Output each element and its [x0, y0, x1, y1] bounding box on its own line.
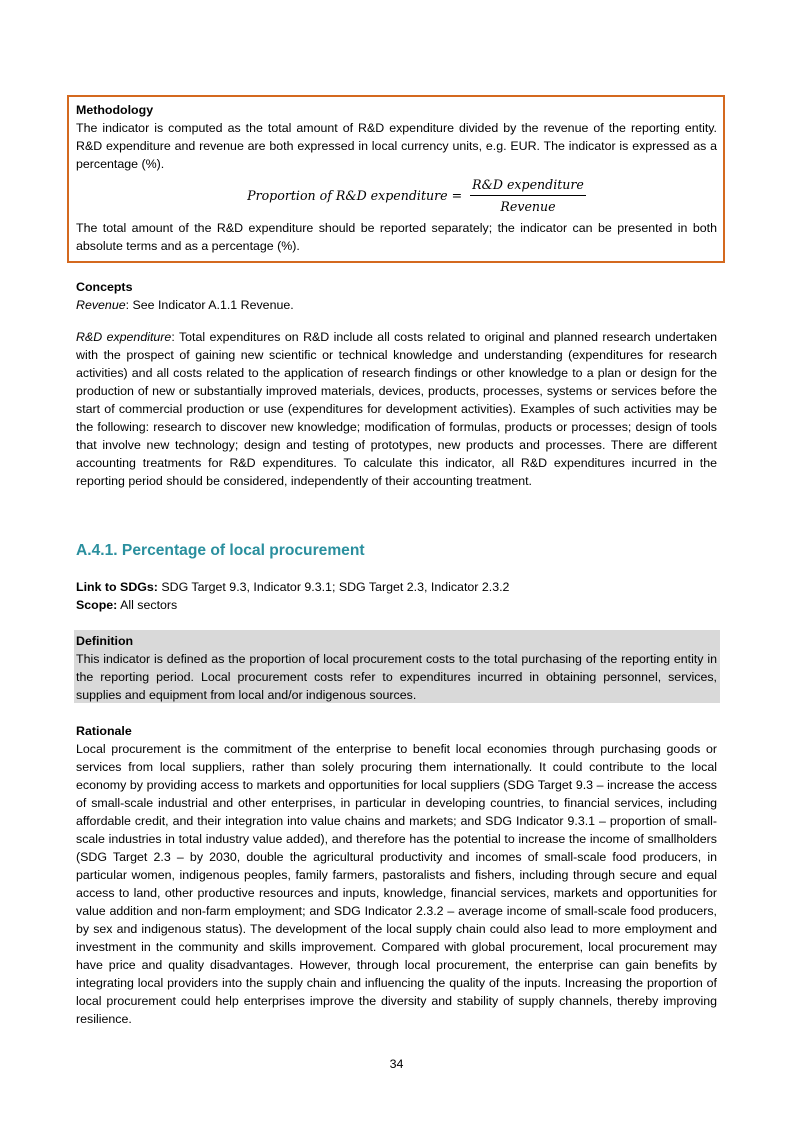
revenue-text: : See Indicator A.1.1 Revenue. [125, 298, 294, 312]
rationale-text: Local procurement is the commitment of the enterprise to benefit local economies through purchasing goods or services from local suppliers, rather than solely procuring them internationally. It could contribute to the local economy by providing access to markets and opportunities for local suppliers (SDG Target 9.3 – increase the access of small-scale industrial and other enterprises, in particular in developing countries, to financial services, including affordable credit, and their integration into value chains and markets; and SDG Indicator 9.3.1 – proportion of small-scale industries in total industry value added), and therefore has the potential to increase the income of smallholders (SDG Target 2.3 – by 2030, double the agricultural productivity and incomes of small-scale food producers, in particular women, indigenous peoples, family farmers, pastoralists and fishers, including through secure and equal access to land, other productive resources and inputs, knowledge, financial services, markets and opportunities for value addition and non-farm employment; and SDG Indicator 2.3.2 – average income of small-scale food producers, by sex and indigenous status). The development of the local supply chain could also lead to more employment and investment in the community and skills improvement. Compared with global procurement, local procurement may have price and quality disadvantages. However, through local procurement, the enterprise can gain benefits by integrating local providers into the supply chain and influencing the quality of the inputs. Increasing the proportion of local procurement could help enterprises improve the diversity and stability of supply channels, thereby improving resilience. [76, 742, 717, 1026]
concepts-heading: Concepts [76, 280, 133, 294]
formula-denominator: Revenue [500, 199, 556, 214]
concepts-rd-paragraph [76, 328, 717, 490]
formula-numerator: R&D expenditure [470, 177, 586, 196]
methodology-paragraph-1: The indicator is computed as the total amount of R&D expenditure divided by the revenue of the reporting entity. R&D expenditure and revenue are both expressed in local currency units, e.g. EUR. The indicator is expressed as a percentage (%). [76, 121, 717, 171]
scope [76, 596, 717, 614]
definition-text: This indicator is defined as the proportion of local procurement costs to the total purchasing of the reporting entity in the reporting period. Local procurement costs refer to expenditures incurred in obtaining personnel, services, supplies and equipment from local and/or indigenous sources. [76, 652, 717, 702]
rationale-heading: Rationale [76, 724, 132, 738]
definition-box [74, 630, 720, 703]
rd-text: : Total expenditures on R&D include all costs related to original and planned research undertaken with the prospect of gaining new scientific or technical knowledge and understanding (expenditures for research activities) and all costs related to the application of research findings or other knowledge to a plan or design for the production of new or substantially improved materials, devices, products, processes, systems or services before the start of commercial production or use (expenditures for development activities). Examples of such activities may be the following: research to discover new knowledge; modification of formulas, products or processes; design of tools that involve new technology; design and testing of prototypes, new products and processes. There are different accounting treatments for R&D expenditures. To calculate this indicator, all R&D expenditures incurred in the reporting period should be considered, independently of their accounting treatment. [76, 330, 717, 488]
methodology-paragraph-2: The total amount of the R&D expenditure should be reported separately; the indicator can be presented in both absolute terms and as a percentage (%). [76, 221, 717, 253]
rd-term: R&D expenditure [76, 330, 172, 344]
formula-lhs: Proportion of R&D expenditure = [247, 188, 463, 203]
formula-fraction [470, 177, 586, 215]
revenue-term: Revenue [76, 298, 126, 312]
page-number: 34 [389, 1057, 404, 1071]
methodology-heading: Methodology [76, 103, 154, 117]
scope-label: Scope: [76, 598, 118, 612]
link-value: SDG Target 9.3, Indicator 9.3.1; SDG Target 2.3, Indicator 2.3.2 [157, 580, 510, 594]
rationale-section [76, 722, 717, 1028]
link-to-sdgs [76, 578, 717, 596]
scope-value: All sectors [117, 598, 178, 612]
link-label: Link to SDGs: [76, 580, 158, 594]
section-heading: A.4.1. Percentage of local procurement [76, 542, 365, 559]
methodology-box [67, 95, 725, 263]
concepts-revenue [76, 296, 717, 314]
section-meta [76, 578, 717, 614]
definition-heading: Definition [76, 634, 134, 648]
concepts-section [76, 278, 717, 314]
methodology-formula [116, 173, 717, 219]
